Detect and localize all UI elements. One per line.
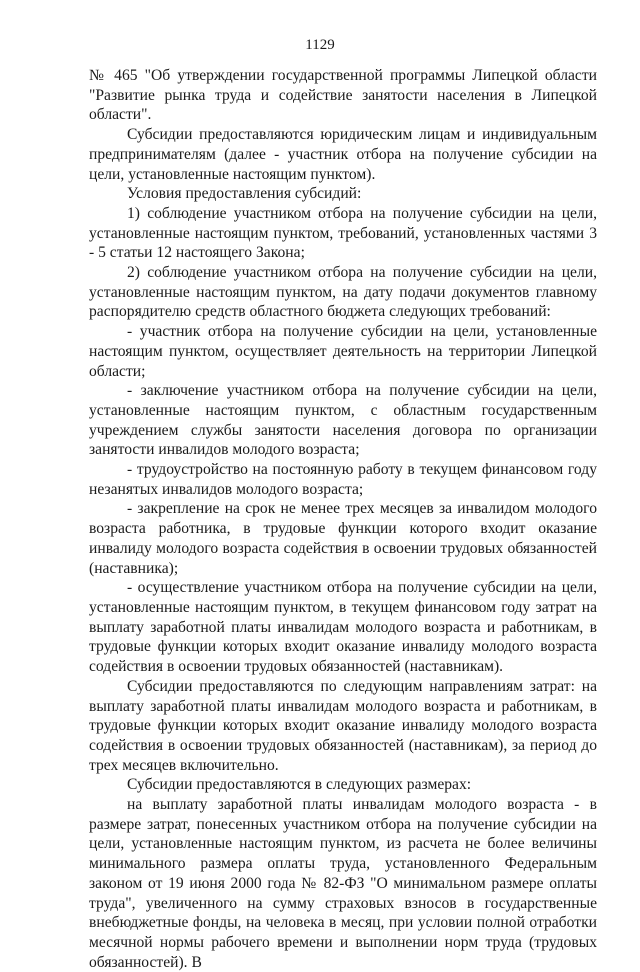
document-body [89,66,597,972]
paragraph-amounts-heading: Субсидии предоставляются в следующих размерах: [127,776,472,794]
paragraph-subsidy-recipients: Субсидии предоставляются юридическим лицам и индивидуальным предпринимателям (далее - участник отбора на получение субсидии на цели, установленные настоящим пунктом). [89,126,597,183]
paragraph-condition-2: 2) соблюдение участником отбора на получение субсидии на цели, установленные настоящим пунктом, на дату подачи документов главному распорядителю средств областного бюджета следующих требований: [89,264,597,321]
paragraph-condition-1: 1) соблюдение участником отбора на получение субсидии на цели, установленные настоящим пунктом, требований, установленных частями 3 - 5 статьи 12 настоящего Закона; [89,204,597,262]
paragraph-requirement-contract: - заключение участником отбора на получение субсидии на цели, установленные настоящим пунктом, с областным государственным учреждением службы занятости населения договора по организации занятости инвалидов молодого возраста; [89,382,597,459]
paragraph-requirement-employment: - трудоустройство на постоянную работу в текущем финансовом году незанятых инвалидов молодого возраста; [89,461,597,498]
paragraph-requirement-expenses: - осуществление участником отбора на получение субсидии на цели, установленные настоящим пунктом, в текущем финансовом году затрат на выплату заработной платы инвалидам молодого возраста и работникам, в трудовые функции которых входит оказание инвалиду молодого возраста содействия в освоении трудовых обязанностей (наставникам). [89,579,597,676]
paragraph-requirement-territory: - участник отбора на получение субсидии на цели, установленные настоящим пунктом, осуществляет деятельность на территории Липецкой области; [89,323,597,380]
paragraph-law-reference: № 465 "Об утверждении государственной программы Липецкой области "Развитие рынка труда и содействие занятости населения в Липецкой области". [89,67,597,124]
paragraph-requirement-mentor: - закрепление на срок не менее трех месяцев за инвалидом молодого возраста работника, в трудовые функции которого входит оказание инвалиду молодого возраста содействия в освоении трудовых обязанностей (наставника); [89,500,597,577]
paragraph-salary-amount: на выплату заработной платы инвалидам молодого возраста - в размере затрат, понесенных участником отбора на получение субсидии на цели, установленные настоящим пунктом, из расчета не более величины минимального размера оплаты труда, установленного Федеральным законом от 19 июня 2000 года № 82-ФЗ "О минимальном размере оплаты труда", увеличенного на сумму страховых взносов в государственные внебюджетные фонды, на человека в месяц, при условии полной отработки месячной нормы рабочего времени и выполнении норм труда (трудовых обязанностей). В [89,796,597,971]
paragraph-conditions-heading: Условия предоставления субсидий: [127,185,362,203]
paragraph-cost-directions: Субсидии предоставляются по следующим направлениям затрат: на выплату заработной платы инвалидам молодого возраста и работникам, в трудовые функции которых входит оказание инвалиду молодого возраста содействия в освоении трудовых обязанностей (наставникам), за период до трех месяцев включительно. [89,677,597,774]
page-number: 1129 [305,37,335,53]
